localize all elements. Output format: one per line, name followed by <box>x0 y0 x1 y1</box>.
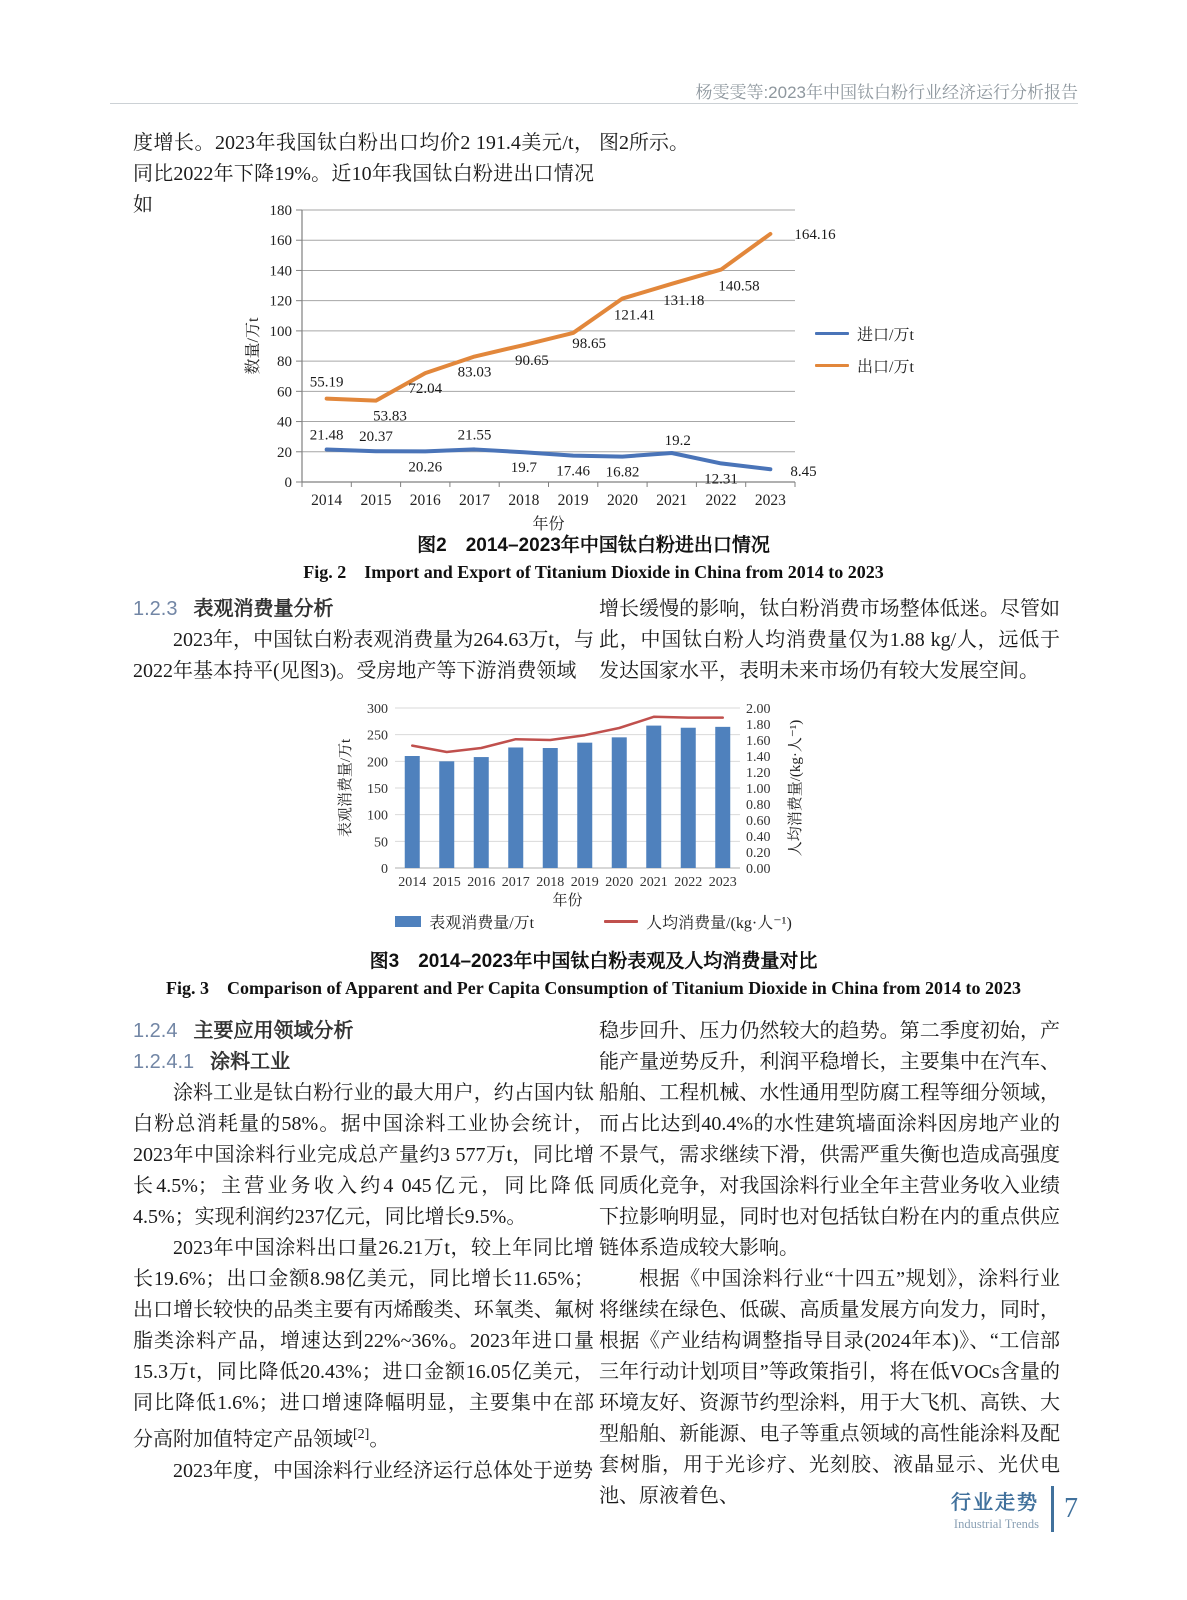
line-swatch <box>604 920 638 923</box>
section-heading-1-2-3 <box>133 594 594 625</box>
paragraph: 图2所示。 <box>599 132 689 154</box>
section-number: 1.2.3 <box>133 598 178 620</box>
x-tick-label: 2021 <box>656 492 688 509</box>
right-y-tick-label: 0.20 <box>746 846 771 861</box>
data-label: 53.83 <box>373 408 407 425</box>
legend-label: 表观消费量/万t <box>429 915 535 932</box>
x-tick-label: 2023 <box>708 875 737 890</box>
apparent-consumption-bar <box>577 743 592 868</box>
right-y-tick-label: 1.40 <box>746 750 771 765</box>
y-tick-label: 100 <box>269 323 292 340</box>
apparent-consumption-bar <box>646 726 661 868</box>
apparent-consumption-bar <box>681 728 696 868</box>
export-line-swatch <box>815 364 849 367</box>
data-label: 19.2 <box>664 432 691 449</box>
apparent-consumption-bar <box>474 757 489 868</box>
data-label: 121.41 <box>613 307 656 324</box>
data-label: 72.04 <box>408 381 443 398</box>
section-1-2-4-row <box>133 1016 1060 1512</box>
x-tick-label: 2014 <box>398 875 427 890</box>
section-title: 表观消费量分析 <box>193 598 334 620</box>
running-header: 杨雯雯等:2023年中国钛白粉行业经济运行分析报告 <box>695 83 1078 102</box>
data-label: 21.48 <box>309 427 344 444</box>
legend-label: 人均消费量/(kg·人⁻¹) <box>646 915 792 932</box>
paragraph: 涂料工业是钛白粉行业的最大用户，约占国内钛白粉总消耗量的58%。据中国涂料工业协会统计，2023年中国涂料行业完成总产量约3 577万t，同比增长4.5%；主营业务收入约4 045亿元，同比降低4.5%；实现利润约237亿元，同比增长9.5%。 <box>133 1082 594 1228</box>
apparent-consumption-bar <box>612 737 627 868</box>
x-tick-label: 2016 <box>409 492 441 509</box>
paragraph: 度增长。2023年我国钛白粉出口均价2 191.4美元/t，同比2022年下降19%。近10年我国钛白粉进出口情况如 <box>133 132 594 216</box>
data-label: 83.03 <box>457 364 492 381</box>
left-y-tick-label: 100 <box>367 808 388 824</box>
apparent-consumption-bar <box>439 761 454 868</box>
legend-label: 出口/万t <box>857 359 914 376</box>
footer-section-zh: 行业走势 <box>951 1492 1039 1514</box>
left-y-axis-title: 表观消费量/万t <box>338 738 354 838</box>
paragraph: 稳步回升、压力仍然较大的趋势。第二季度初始，产能产量逆势反升，利润平稳增长，主要集中在汽车、船舶、工程机械、水性通用型防腐工程等细分领域，而占比达到40.4%的水性建筑墙面涂料因房地产业的不景气，需求继续下滑，供需严重失衡也造成高强度同质化竞争，对我国涂料行业全年主营业务收入业绩下拉影响明显，同时也对包括钛白粉在内的重点供应链体系造成较大影响。 <box>599 1020 1060 1259</box>
y-tick-label: 80 <box>277 354 292 371</box>
right-y-tick-label: 1.80 <box>746 718 771 733</box>
apparent-consumption-bar <box>508 747 523 868</box>
reference-marker: [2] <box>353 1427 370 1442</box>
paragraph-text: 。 <box>369 1428 390 1451</box>
figure3-caption-en: Fig. 3 Comparison of Apparent and Per Capita Consumption of Titanium Dioxide in China from 2014 to 2023 <box>166 978 1021 998</box>
legend-label: 进口/万t <box>857 327 914 344</box>
x-tick-label: 2014 <box>311 492 343 509</box>
sec124-left-column <box>133 1016 594 1512</box>
right-y-tick-label: 1.00 <box>746 782 771 797</box>
right-y-axis-title: 人均消费量/(kg·人⁻¹) <box>788 719 804 857</box>
x-tick-label: 2022 <box>705 492 737 509</box>
data-label: 164.16 <box>794 226 836 243</box>
apparent-consumption-bar <box>405 756 420 868</box>
y-tick-label: 120 <box>269 293 292 310</box>
y-axis-title: 数量/万t <box>245 317 262 375</box>
figure2-caption-zh: 图2 2014–2023年中国钛白粉进出口情况 <box>417 535 770 556</box>
figure3-legend <box>0 910 1187 933</box>
y-tick-label: 40 <box>277 414 292 431</box>
section-1-2-3-row <box>133 594 1060 687</box>
page-footer <box>951 1486 1078 1532</box>
y-tick-label: 0 <box>284 475 292 491</box>
y-tick-label: 180 <box>269 203 292 219</box>
left-y-tick-label: 200 <box>367 755 388 771</box>
sec124-right-column <box>599 1016 1060 1512</box>
paragraph: 2023年，中国钛白粉表观消费量为264.63万t，与2022年基本持平(见图3)。受房地产等下游消费领域 <box>133 629 594 682</box>
data-label: 98.65 <box>572 335 607 352</box>
section-title: 涂料工业 <box>210 1051 291 1073</box>
apparent-consumption-bar <box>715 727 730 868</box>
left-y-tick-label: 300 <box>367 702 388 717</box>
data-label: 16.82 <box>605 464 640 481</box>
x-tick-label: 2022 <box>674 875 703 890</box>
x-tick-label: 2019 <box>570 875 599 890</box>
right-y-tick-label: 1.20 <box>746 766 771 781</box>
paragraph-text: 2023年中国涂料出口量26.21万t，较上年同比增长19.6%；出口金额8.98亿美元，同比增长11.65%；出口增长较快的品类主要有丙烯酸类、环氧类、氟树脂类涂料产品，增速达到22%~36%。2023年进口量15.3万t，同比降低20.43%；进口金额16.05亿美元，同比降低1.6%；进口增速降幅明显，主要集中在部分高附加值特定产品领域 <box>133 1237 594 1451</box>
section-number: 1.2.4 <box>133 1020 178 1042</box>
section-heading-1-2-4 <box>133 1016 594 1047</box>
right-y-tick-label: 0.40 <box>746 830 771 845</box>
footer-section-en: Industrial Trends <box>953 1517 1039 1531</box>
x-tick-label: 2017 <box>501 875 530 890</box>
right-y-tick-label: 0.60 <box>746 814 771 829</box>
x-tick-label: 2021 <box>639 875 668 890</box>
legend-item-import <box>815 322 914 345</box>
y-tick-label: 140 <box>269 263 292 280</box>
right-y-tick-label: 0.00 <box>746 862 771 877</box>
footer-divider-bar <box>1051 1486 1054 1532</box>
figure3-consumption-chart <box>330 698 890 913</box>
x-axis-title: 年份 <box>552 893 583 909</box>
x-tick-label: 2016 <box>467 875 496 890</box>
x-tick-label: 2017 <box>459 492 491 509</box>
x-tick-label: 2019 <box>557 492 589 509</box>
data-label: 17.46 <box>556 463 591 480</box>
data-label: 140.58 <box>718 278 760 295</box>
y-tick-label: 20 <box>277 444 292 461</box>
bar-swatch <box>395 916 421 927</box>
legend-item-per-capita <box>604 910 792 933</box>
footer-section-name <box>951 1486 1039 1532</box>
paragraph: 增长缓慢的影响，钛白粉消费市场整体低迷。尽管如此，中国钛白粉人均消费量仅为1.88 kg/人，远低于发达国家水平，表明未来市场仍有较大发展空间。 <box>599 598 1060 682</box>
paragraph: 根据《中国涂料行业“十四五”规划》，涂料行业将继续在绿色、低碳、高质量发展方向发力，同时，根据《产业结构调整指导目录(2024年本)》、“工信部三年行动计划项目”等政策指引，将在低VOCs含量的环境友好、资源节约型涂料，用于大飞机、高铁、大型船舶、新能源、电子等重点领域的高性能涂料及配套树脂，用于光诊疗、光刻胶、液晶显示、光伏电池、原液着色、 <box>599 1268 1060 1507</box>
right-y-tick-label: 2.00 <box>746 702 771 717</box>
left-y-tick-label: 250 <box>367 728 388 744</box>
header-divider <box>110 103 1078 104</box>
data-label: 20.37 <box>359 429 393 446</box>
x-axis-title: 年份 <box>532 516 565 533</box>
right-y-tick-label: 0.80 <box>746 798 771 813</box>
legend-item-export <box>815 354 914 377</box>
data-label: 55.19 <box>309 374 344 391</box>
apparent-consumption-bar <box>543 748 558 868</box>
figure2-import-export-chart <box>240 198 840 533</box>
x-tick-label: 2015 <box>432 875 461 890</box>
paragraph: 2023年度，中国涂料行业经济运行总体处于逆势 <box>173 1459 593 1482</box>
page-number: 7 <box>1064 1493 1078 1524</box>
import-line-swatch <box>815 332 849 335</box>
sec123-left-column <box>133 594 594 687</box>
data-label: 21.55 <box>457 427 492 444</box>
left-y-tick-label: 50 <box>374 835 388 851</box>
legend-item-apparent-consumption <box>395 910 534 933</box>
y-tick-label: 60 <box>277 384 292 401</box>
x-tick-label: 2015 <box>360 492 392 509</box>
import-series-line <box>327 449 771 469</box>
data-label: 19.7 <box>510 460 537 477</box>
figure3-caption-zh: 图3 2014–2023年中国钛白粉表观及人均消费量对比 <box>369 951 818 972</box>
left-y-tick-label: 0 <box>381 862 388 877</box>
x-tick-label: 2018 <box>536 875 565 890</box>
data-label: 12.31 <box>704 471 738 488</box>
x-tick-label: 2018 <box>508 492 540 509</box>
x-tick-label: 2023 <box>754 492 786 509</box>
sec123-right-column <box>599 594 1060 687</box>
data-label: 20.26 <box>408 459 443 476</box>
left-y-tick-label: 150 <box>367 782 388 797</box>
y-tick-label: 160 <box>269 233 292 250</box>
data-label: 90.65 <box>514 353 549 370</box>
section-title: 主要应用领域分析 <box>193 1020 354 1042</box>
section-number: 1.2.4.1 <box>133 1051 195 1073</box>
figure2-legend <box>815 322 914 377</box>
figure2-caption-en: Fig. 2 Import and Export of Titanium Dioxide in China from 2014 to 2023 <box>303 562 884 582</box>
right-y-tick-label: 1.60 <box>746 734 771 749</box>
data-label: 8.45 <box>790 464 817 481</box>
x-tick-label: 2020 <box>605 875 634 890</box>
data-label: 131.18 <box>663 292 705 309</box>
x-tick-label: 2020 <box>606 492 638 509</box>
export-series-line <box>327 234 771 401</box>
paragraph <box>133 1233 594 1456</box>
section-heading-1-2-4-1 <box>133 1047 594 1078</box>
